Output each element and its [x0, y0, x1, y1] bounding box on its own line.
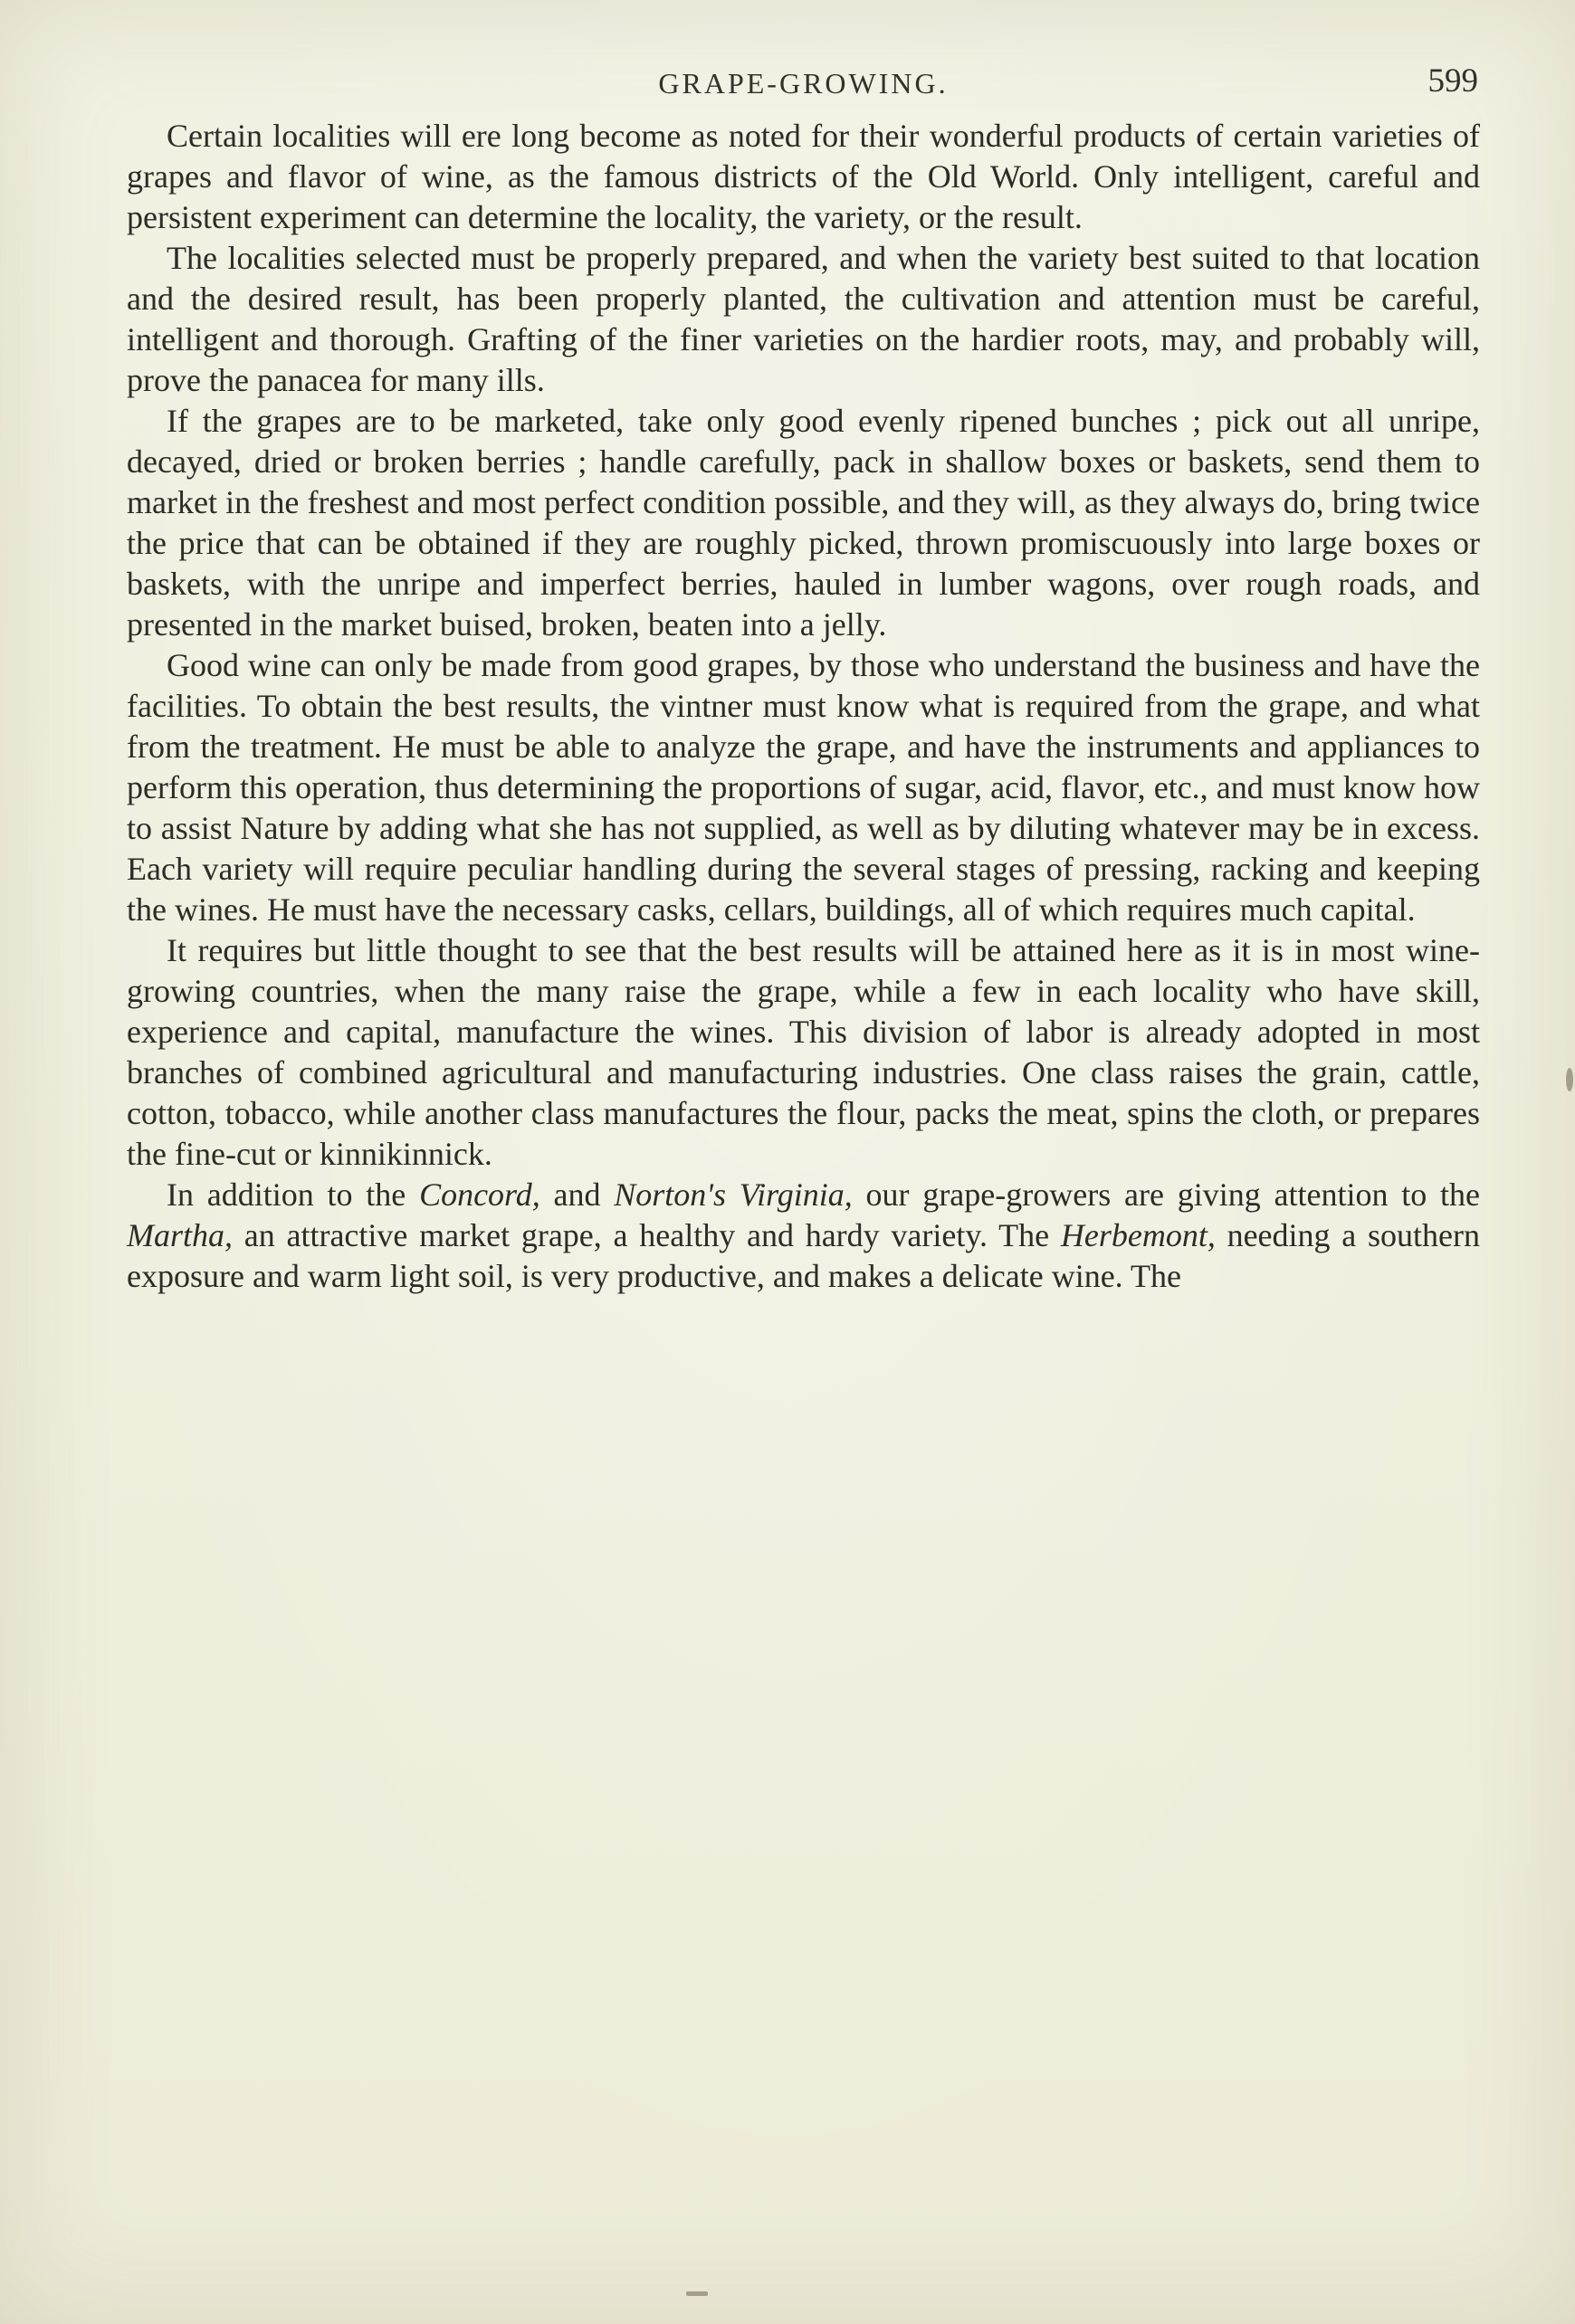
paragraph [127, 930, 1480, 1175]
paragraph [127, 401, 1480, 645]
paragraph [127, 1175, 1480, 1297]
body-text: Certain localities will ere long become as noted for their wonderful products of certain varieties of grapes and flavor of wine, as the famous districts of the Old World. Only intelligent, careful and persistent experiment can determine the locality, the variety, or the result. [127, 118, 1480, 235]
scan-speck [1566, 1068, 1573, 1091]
paragraph [127, 238, 1480, 401]
page-number: 599 [1427, 62, 1478, 100]
italic-text: Martha, [127, 1217, 233, 1253]
running-title: GRAPE-GROWING. [658, 67, 949, 100]
page-body [127, 116, 1480, 1297]
body-text: In addition to the [167, 1176, 420, 1213]
paragraph [127, 116, 1480, 238]
body-text: needing a southern exposure and warm light soil, is very productive, and makes a delicate wine. The [127, 1217, 1480, 1294]
body-text: our grape-growers are giving attention to the [852, 1176, 1480, 1213]
italic-text: Concord, [419, 1176, 540, 1213]
body-text: Good wine can only be made from good grapes, by those who understand the business and have the facilities. To obtain the best results, the vintner must know what is required from the grape, and what from the treatment. He must be able to analyze the grape, and have the instruments and appliances to perform this operation, thus determining the proportions of sugar, acid, flavor, etc., and must know how to assist Nature by adding what she has not supplied, as well as by diluting whatever may be in excess. Each variety will require peculiar handling during the several stages of pressing, racking and keeping the wines. He must have the necessary casks, cellars, buildings, all of which requires much capital. [127, 647, 1480, 928]
scan-speck [686, 2291, 708, 2296]
body-text: It requires but little thought to see that the best results will be attained here as it is in most wine-growing countries, when the many raise the grape, while a few in each locality who have skill, experience and capital, manufacture the wines. This division of labor is already adopted in most branches of combined agricultural and manufacturing industries. One class raises the grain, cattle, cotton, tobacco, while another class manufactures the flour, packs the meat, spins the cloth, or prepares the fine-cut or kinnikinnick. [127, 932, 1480, 1172]
page-header [127, 62, 1480, 107]
body-text: and [539, 1176, 615, 1213]
italic-text: Norton's Virginia, [614, 1176, 853, 1213]
italic-text: Herbemont, [1060, 1217, 1216, 1253]
paragraph [127, 645, 1480, 930]
body-text: If the grapes are to be marketed, take only good evenly ripened bunches ; pick out all unripe, decayed, dried or broken berries ; handle carefully, pack in shallow boxes or baskets, send them to market in the freshest and most perfect condition possible, and they will, as they always do, bring twice the price that can be obtained if they are roughly picked, thrown promiscuously into large boxes or baskets, with the unripe and imperfect berries, hauled in lumber wagons, over rough roads, and presented in the market buised, broken, beaten into a jelly. [127, 403, 1480, 643]
body-text: an attractive market grape, a healthy and hardy variety. The [233, 1217, 1061, 1253]
body-text: The localities selected must be properly prepared, and when the variety best suited to that location and the desired result, has been properly planted, the cultivation and attention must be careful, intelligent and thorough. Grafting of the finer varieties on the hardier roots, may, and probably will, prove the panacea for many ills. [127, 240, 1480, 398]
